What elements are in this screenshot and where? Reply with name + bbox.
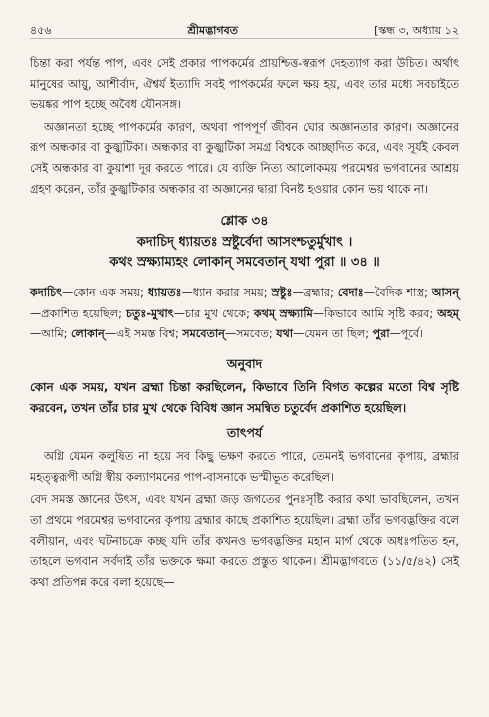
verse-text — [30, 233, 459, 273]
synonym-word: লোকান্ — [70, 327, 105, 341]
page-header — [30, 22, 459, 39]
synonym-meaning: বৈদিক শাস্ত্র; — [374, 286, 428, 300]
synonym-word: কদাচিৎ — [30, 286, 63, 300]
verse-line-1: কদাচিদ্ ধ্যায়তঃ স্রষ্টুর্বেদা আসংশ্চতুর্মুখাৎ । — [136, 235, 353, 251]
verse-label: শ্লোক ৩৪ — [220, 214, 269, 230]
synonym-meaning: ধ্যান করার সময়; — [192, 286, 268, 300]
synonym-meaning: আমি; — [41, 327, 68, 341]
synonym-word: আসন্ — [431, 286, 459, 300]
synonym-meaning: কোন এক সময়; — [73, 286, 144, 300]
synonym-meaning: ব্রহ্মার; — [303, 286, 334, 300]
purport-heading: তাৎপর্য — [226, 425, 263, 441]
synonym-meaning: কিভাবে আমি সৃষ্টি করব; — [324, 306, 434, 320]
synonym-word: চতুঃ-মুখাৎ — [125, 306, 174, 320]
synonym-word: বেদাঃ — [337, 286, 364, 300]
page-number: ৪৫৬ — [30, 24, 52, 37]
synonyms: কদাচিৎ—কোন এক সময়; ধ্যায়তঃ—ধ্যান করার সময়; স্রষ্টুঃ—ব্রহ্মার; বেদাঃ—বৈদিক শাস্ত্র; আসন্—প্রকাশিত হয়েছিল; চতুঃ-মুখাৎ—চার মুখ থেকে; কথম্ স্রক্ষ্যামি—কিভাবে আমি সৃষ্টি করব; অহম্—আমি; লোকান্—এই সমস্ত বিশ্ব; সমবেতান্—সমবেত; যথা—যেমন তা ছিল; পুরা—পূর্বে। — [30, 286, 459, 341]
purport-paragraph-2: বেদ সমস্ত জ্ঞানের উৎস, এবং যখন ব্রহ্মা জড় জগতের পুনঃসৃষ্টি করার কথা ভাবছিলেন, তখন তা প্রথমে পরমেশ্বর ভগবানের কৃপায় ব্রহ্মার কাছে প্রকাশিত হয়েছিল। ব্রহ্মা তাঁর ভগবদ্ভক্তির বলে বলীয়ান, এবং ঘটনাচক্রে কচ্ছ যদি তাঁর কখনও ভগবদ্ভক্তির মহান মার্গ থেকে অধঃপতিত হন, তাহলে ভগবান সর্বদাই তাঁর ভক্তকে ক্ষমা করতে প্রস্তুত থাকেন। শ্রীমদ্ভাগবতে (১১/৫/৪২) সেই কথা প্রতিপন্ন করে বলা হয়েছে— — [30, 492, 459, 589]
translation-heading: অনুবাদ — [226, 355, 263, 371]
book-title: শ্রীমদ্ভাগবত — [187, 24, 238, 37]
synonym-meaning: সমবেত; — [236, 327, 273, 341]
purport-paragraph-1: অগ্নি যেমন কলুষিত না হয়ে সব কিছু ভক্ষণ করতে পারে, তেমনই ভগবানের কৃপায়, ব্রহ্মার মহত্ত্বরূপী অগ্নি স্বীয় কল্যাণমনের পাপ-বাসনাকে ভস্মীভূত করেছিল। — [30, 449, 459, 484]
translation-text: কোন এক সময়, যখন ব্রহ্মা চিন্তা করছিলেন, কিভাবে তিনি বিগত কল্পের মতো বিশ্ব সৃষ্টি করবেন, তখন তাঁর চার মুখ থেকে বিবিধ জ্ঞান সমন্বিত চতুর্বেদ প্রকাশিত হয়েছিল। — [30, 379, 459, 415]
synonym-meaning: চার মুখ থেকে; — [184, 306, 250, 320]
synonym-meaning: যেমন তা ছিল; — [304, 327, 370, 341]
previous-purport-paragraph-1: চিন্তা করা পর্যন্ত পাপ, এবং সেই প্রকার পাপকর্মের প্রায়শ্চিত্ত-স্বরূপ দেহত্যাগ করা উচিত। অর্থাৎ মানুষের আয়ু, আশীর্বাদ, ঐশ্বর্য ইত্যাদি সবই পাপকর্মের ফলে ক্ষয় হয়, এবং তার মধ্যে সবচাইতে ভয়ঙ্কর পাপ হচ্ছে অবৈধ যৌনসঙ্গ। — [30, 56, 459, 112]
synonym-meaning: পূর্বে। — [400, 327, 424, 341]
synonym-word: যথা — [276, 327, 294, 341]
previous-purport-paragraph-2: অজ্ঞানতা হচ্ছে পাপকর্মের কারণ, অথবা পাপপূর্ণ জীবন ঘোর অজ্ঞানতার কারণ। অজ্ঞানের রূপ অন্ধকার বা কুজ্ঝটিকা। অন্ধকার বা কুজ্ঝটিকা সমগ্র বিশ্বকে আচ্ছাদিত করে, এবং সূর্যই কেবল সেই অন্ধকার বা কুয়াশা দূর করতে পারে। যে ব্যক্তি নিত্য আলোকময় পরমেশ্বর ভগবানের আশ্রয় গ্রহণ করেন, তাঁর কুজ্ঝটিকার অন্ধকার বা অজ্ঞানের দ্বারা বিনষ্ট হওয়ার কোন ভয় থাকে না। — [30, 119, 459, 196]
synonym-meaning: এই সমস্ত বিশ্ব; — [116, 327, 179, 341]
synonym-word: অহম্ — [437, 306, 459, 320]
synonym-meaning: প্রকাশিত হয়েছিল; — [41, 306, 122, 320]
chapter-reference: [স্কন্ধ ৩, অধ্যায় ১২ — [374, 24, 459, 37]
verse-line-2: কথং স্রক্ষ্যাম্যহং লোকান্ সমবেতান্ যথা পুরা ॥ ৩৪ ॥ — [109, 255, 380, 271]
synonym-word: পুরা — [372, 327, 390, 341]
synonym-word: স্রষ্টুঃ — [271, 286, 293, 300]
synonym-word: ধ্যায়তঃ — [147, 286, 182, 300]
synonym-word: কথম্ স্রক্ষ্যামি — [253, 306, 313, 320]
synonym-word: সমবেতান্ — [182, 327, 225, 341]
